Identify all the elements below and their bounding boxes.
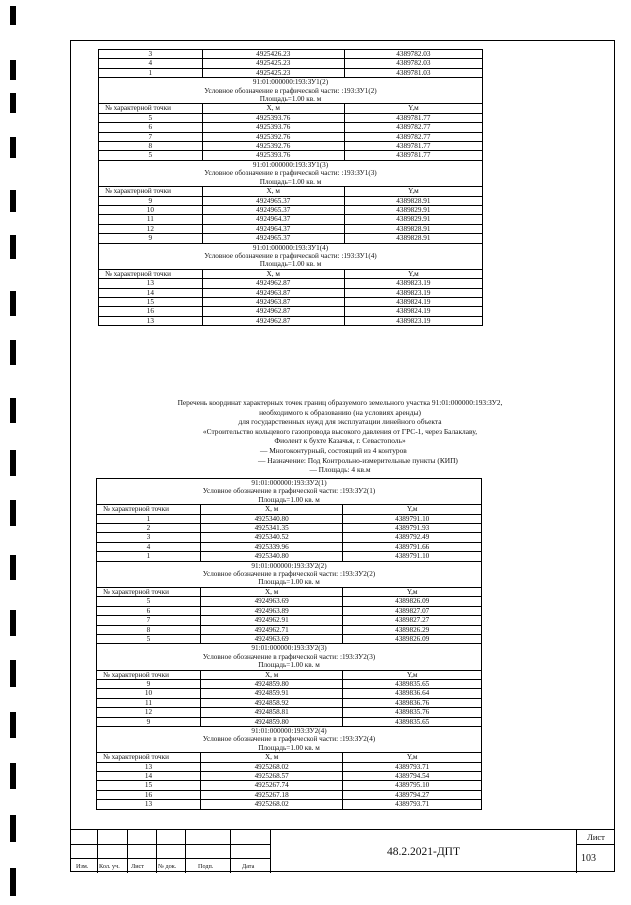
contour-area: Площадь=1.00 кв. м bbox=[99, 260, 483, 269]
binder-mark bbox=[10, 868, 16, 896]
grid-line bbox=[97, 830, 98, 873]
contour-id: 91:01:000000:193:ЗУ2(3) bbox=[97, 644, 482, 653]
table-row: 14 4924963.87 4389823.19 bbox=[99, 288, 483, 297]
zu2-tables bbox=[96, 478, 482, 810]
table-row: 3 4925426.23 4389782.03 bbox=[99, 50, 483, 59]
contour-symbol: Условное обозначение в графической части: :193:ЗУ2(2) bbox=[97, 570, 482, 578]
table-row: 14 4925268.57 4389794.54 bbox=[97, 772, 482, 781]
table-row: 4 4925425.23 4389782.03 bbox=[99, 59, 483, 68]
table-row: 5 4924963.69 4389826.09 bbox=[97, 597, 482, 606]
document-code: 48.2.2021-ДПТ bbox=[270, 830, 577, 873]
table-row: 1 4925425.23 4389781.03 bbox=[99, 68, 483, 77]
binder-mark bbox=[10, 555, 16, 580]
contour-area: Площадь=1.00 кв. м bbox=[99, 95, 483, 104]
table-row: 11 4924964.37 4389829.91 bbox=[99, 215, 483, 224]
table-row: 13 4925268.02 4389793.71 bbox=[97, 800, 482, 809]
table-row: 12 4924858.81 4389835.76 bbox=[97, 708, 482, 717]
table-row: 16 4924962.87 4389824.19 bbox=[99, 307, 483, 316]
grid-line bbox=[156, 830, 157, 873]
grid-line bbox=[70, 844, 270, 845]
grid-line bbox=[230, 830, 231, 873]
zu1-tables bbox=[98, 49, 483, 326]
contour-id: 91:01:000000:193:ЗУ1(4) bbox=[99, 243, 483, 252]
table-header: № характерной точки X, м Y,м bbox=[97, 505, 482, 514]
intro-line: необходимого к образованию (на условиях аренды) bbox=[259, 407, 421, 417]
contour-id: 91:01:000000:193:ЗУ2(4) bbox=[97, 726, 482, 735]
intro-line: — Многоконтурный, состоящий из 4 контуров bbox=[260, 445, 407, 455]
table-row: 6 4924963.89 4389827.07 bbox=[97, 606, 482, 615]
binder-mark bbox=[10, 815, 16, 842]
table-row: 5 4925393.76 4389781.77 bbox=[99, 151, 483, 160]
binder-mark bbox=[10, 610, 16, 636]
table-row: 9 4924965.37 4389828.91 bbox=[99, 234, 483, 243]
intro-line: — Назначение: Под Контрольно-измерительные пункты (КИП) bbox=[258, 455, 458, 465]
binder-mark bbox=[10, 660, 16, 687]
table-row: 12 4924964.37 4389828.91 bbox=[99, 224, 483, 233]
binder-mark bbox=[10, 291, 16, 316]
binder-mark bbox=[10, 340, 16, 365]
table-row: 8 4924962.71 4389826.29 bbox=[97, 625, 482, 634]
table-row: 5 4925393.76 4389781.77 bbox=[99, 113, 483, 122]
contour-area: Площадь=1.00 кв. м bbox=[99, 178, 483, 187]
table-row: 13 4924962.87 4389823.19 bbox=[99, 279, 483, 288]
coordinate-table-zu2 bbox=[96, 478, 482, 810]
contour-symbol: Условное обозначение в графической части: :193:ЗУ1(3) bbox=[99, 169, 483, 177]
table-row: 1 4925340.80 4389791.10 bbox=[97, 514, 482, 523]
table-row: 8 4925392.76 4389781.77 bbox=[99, 142, 483, 151]
table-row: 4 4925339.96 4389791.66 bbox=[97, 542, 482, 551]
revision-grid bbox=[70, 830, 270, 873]
table-row: 9 4924859.80 4389835.65 bbox=[97, 717, 482, 726]
intro-line: «Строительство кольцевого газопровода высокого давления от ГРС-1, через Балаклаву, bbox=[202, 426, 478, 436]
label-doc-no: № док. bbox=[158, 863, 177, 870]
contour-area: Площадь=1.00 кв. м bbox=[97, 744, 482, 753]
contour-symbol: Условное обозначение в графической части: :193:ЗУ2(1) bbox=[97, 487, 482, 495]
table-header: № характерной точки X, м Y,м bbox=[97, 670, 482, 679]
label-signature: Подп. bbox=[198, 863, 214, 870]
sheet-label: Лист bbox=[577, 830, 615, 845]
table-row: 7 4925392.76 4389782.77 bbox=[99, 132, 483, 141]
table-row: 2 4925341.35 4389791.93 bbox=[97, 524, 482, 533]
table-row: 15 4924963.87 4389824.19 bbox=[99, 297, 483, 306]
coordinate-table-zu1 bbox=[98, 49, 483, 326]
contour-symbol: Условное обозначение в графической части: :193:ЗУ1(2) bbox=[99, 87, 483, 95]
binder-mark bbox=[10, 190, 16, 212]
intro-line: Перечень координат характерных точек границ образуемого земельного участка 91:01:000000:193:ЗУ2, bbox=[177, 398, 503, 407]
binder-mark bbox=[10, 450, 16, 476]
binder-mark bbox=[10, 500, 16, 526]
binder-mark bbox=[10, 137, 16, 158]
table-header: № характерной точки X, м Y,м bbox=[99, 104, 483, 113]
binder-mark bbox=[10, 60, 16, 80]
table-row: 7 4924962.91 4389827.27 bbox=[97, 616, 482, 625]
table-row: 15 4925267.74 4389795.10 bbox=[97, 781, 482, 790]
binder-mark bbox=[10, 93, 16, 113]
binder-mark bbox=[10, 398, 16, 423]
contour-id: 91:01:000000:193:ЗУ2(1) bbox=[97, 479, 482, 488]
sheet-number: 103 bbox=[581, 853, 596, 864]
title-block bbox=[70, 829, 615, 872]
binder-mark bbox=[10, 6, 16, 25]
contour-id: 91:01:000000:193:ЗУ2(2) bbox=[97, 561, 482, 570]
contour-symbol: Условное обозначение в графической части: :193:ЗУ2(4) bbox=[97, 735, 482, 743]
binder-mark bbox=[10, 712, 16, 738]
table-header: № характерной точки X, м Y,м bbox=[97, 587, 482, 596]
label-list: Лист bbox=[131, 863, 144, 870]
grid-line bbox=[185, 830, 186, 873]
label-izm: Изм. bbox=[76, 863, 89, 870]
contour-symbol: Условное обозначение в графической части: :193:ЗУ2(3) bbox=[97, 653, 482, 661]
contour-id: 91:01:000000:193:ЗУ1(2) bbox=[99, 78, 483, 87]
binder-mark bbox=[10, 763, 16, 789]
intro-line: Фиолент к бухте Казачья, г. Севастополь» bbox=[274, 436, 406, 446]
table-row: 3 4925340.52 4389792.49 bbox=[97, 533, 482, 542]
table-row: 10 4924965.37 4389829.91 bbox=[99, 205, 483, 214]
table-row: 10 4924859.91 4389836.64 bbox=[97, 689, 482, 698]
intro-line: — Площадь: 4 кв.м bbox=[309, 465, 371, 475]
table-header: № характерной точки X, м Y,м bbox=[99, 187, 483, 196]
binder-mark bbox=[10, 235, 16, 259]
table-row: 6 4925393.76 4389782.77 bbox=[99, 123, 483, 132]
contour-area: Площадь=1.00 кв. м bbox=[97, 661, 482, 670]
label-date: Дата bbox=[242, 863, 255, 870]
grid-line bbox=[70, 858, 270, 859]
table-header: № характерной точки X, м Y,м bbox=[97, 753, 482, 762]
table-row: 1 4925340.80 4389791.10 bbox=[97, 552, 482, 561]
intro-line: для государственных нужд для эксплуатации линейного объекта bbox=[238, 417, 442, 427]
table-header: № характерной точки X, м Y,м bbox=[99, 269, 483, 278]
zu2-intro bbox=[150, 398, 530, 475]
contour-area: Площадь=1.00 кв. м bbox=[97, 578, 482, 587]
table-row: 9 4924859.80 4389835.65 bbox=[97, 679, 482, 688]
table-row: 13 4925268.02 4389793.71 bbox=[97, 762, 482, 771]
contour-area: Площадь=1.00 кв. м bbox=[97, 496, 482, 505]
sheet-box bbox=[577, 830, 615, 873]
grid-line bbox=[127, 830, 128, 873]
table-row: 9 4924965.37 4389828.91 bbox=[99, 196, 483, 205]
label-kol-uch: Кол. уч. bbox=[99, 863, 120, 870]
table-row: 16 4925267.18 4389794.27 bbox=[97, 790, 482, 799]
table-row: 11 4924858.92 4389836.76 bbox=[97, 698, 482, 707]
contour-symbol: Условное обозначение в графической части: :193:ЗУ1(4) bbox=[99, 252, 483, 260]
contour-id: 91:01:000000:193:ЗУ1(3) bbox=[99, 160, 483, 169]
table-row: 5 4924963.69 4389826.09 bbox=[97, 634, 482, 643]
table-row: 13 4924962.87 4389823.19 bbox=[99, 316, 483, 325]
